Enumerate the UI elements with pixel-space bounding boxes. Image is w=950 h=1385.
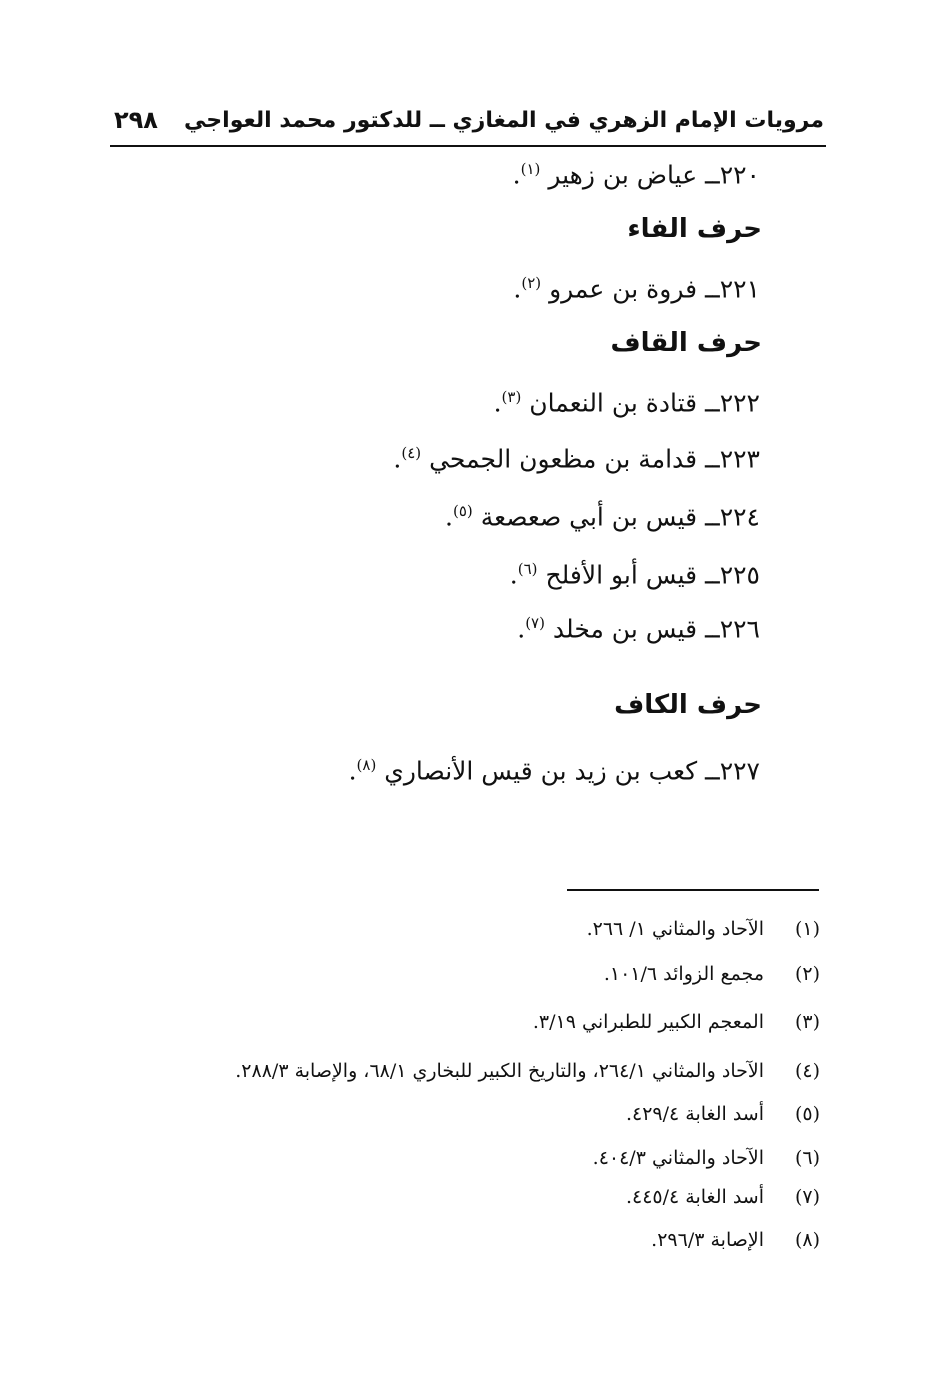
entry-227: ٢٢٧ــ كعب بن زيد بن قيس الأنصاري $^{(٨)}$. (348, 756, 760, 786)
footnote-8: (٨)الإصابة ٢٩٦/٣. (651, 1229, 820, 1251)
running-header-title: مرويات الإمام الزهري في المغازي ــ للدكتور محمد العواجي (184, 108, 824, 133)
section-heading-fa: حرف الفاء (627, 214, 762, 244)
entry-223: ٢٢٣ــ قدامة بن مظعون الجمحي $^{(٤)}$. (393, 444, 760, 474)
entry-221: ٢٢١ــ فروة بن عمرو $^{(٢)}$. (513, 274, 760, 304)
section-heading-kaf: حرف الكاف (614, 690, 762, 720)
footnote-2: (٢)مجمع الزوائد ١٠١/٦. (603, 963, 820, 985)
entry-224: ٢٢٤ــ قيس بن أبي صعصعة $^{(٥)}$. (445, 502, 760, 532)
entry-220: ٢٢٠ــ عياض بن زهير $^{(١)}$. (512, 160, 760, 190)
section-heading-qaf: حرف القاف (610, 328, 762, 358)
footnote-separator (567, 889, 819, 891)
footnote-4: (٤)الآحاد والمثاني ٢٦٤/١، والتاريخ الكبير للبخاري ٦٨/١، والإصابة ٢٨٨/٣. (235, 1060, 820, 1082)
footnote-5: (٥)أسد الغابة ٤٢٩/٤. (625, 1103, 820, 1125)
footnote-6: (٦)الآحاد والمثاني ٤٠٤/٣. (592, 1147, 820, 1169)
entry-222: ٢٢٢ــ قتادة بن النعمان $^{(٣)}$. (493, 388, 760, 418)
entry-225: ٢٢٥ــ قيس أبو الأفلح $^{(٦)}$. (509, 560, 760, 590)
footnote-3: (٣)المعجم الكبير للطبراني ٣/١٩. (532, 1011, 820, 1033)
footnote-7: (٧)أسد الغابة ٤٤٥/٤. (625, 1186, 820, 1208)
page-number: ٢٩٨ (114, 106, 158, 134)
header-rule (110, 145, 826, 147)
entry-226: ٢٢٦ــ قيس بن مخلد $^{(٧)}$. (517, 614, 760, 644)
footnote-1: (١)الآحاد والمثاني ١/ ٢٦٦. (586, 918, 820, 940)
